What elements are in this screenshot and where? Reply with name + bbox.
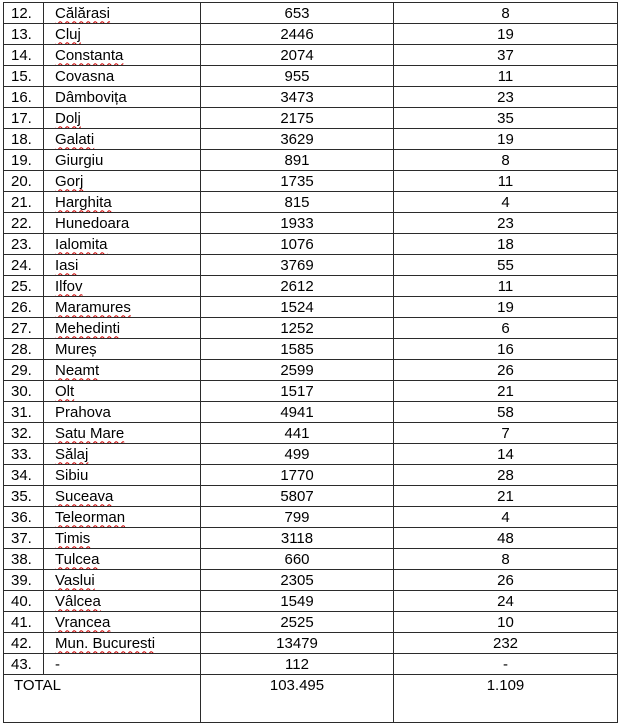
value1-cell bbox=[201, 486, 394, 507]
row-index-cell bbox=[4, 234, 44, 255]
value2-cell bbox=[394, 591, 618, 612]
county-name-cell-text: Satu Mare bbox=[55, 424, 125, 442]
value1-cell bbox=[201, 213, 394, 234]
value2-cell-text: 21 bbox=[497, 382, 514, 400]
value1-cell bbox=[201, 612, 394, 633]
value1-cell-text: 1524 bbox=[280, 298, 314, 316]
table-row bbox=[4, 87, 618, 108]
row-index-cell-text: 34. bbox=[11, 466, 32, 484]
county-name-cell-text: Prahova bbox=[55, 403, 111, 421]
table-row bbox=[4, 150, 618, 171]
row-index-cell-text: 41. bbox=[11, 613, 32, 631]
county-name-cell bbox=[44, 507, 201, 528]
value1-cell-text: 112 bbox=[285, 655, 309, 673]
row-index-cell-text: 30. bbox=[11, 382, 32, 400]
county-name-cell-text: Mun. Bucuresti bbox=[55, 634, 156, 652]
value1-cell bbox=[201, 3, 394, 24]
row-index-cell bbox=[4, 213, 44, 234]
value1-cell bbox=[201, 129, 394, 150]
county-name-cell-text: Mureș bbox=[55, 340, 97, 358]
county-name-cell-text: Mehedinti bbox=[55, 319, 121, 337]
value1-cell-text: 1585 bbox=[280, 340, 314, 358]
county-name-cell bbox=[44, 150, 201, 171]
value1-cell bbox=[201, 171, 394, 192]
county-name-cell-text: Tulcea bbox=[55, 550, 100, 568]
value2-cell bbox=[394, 213, 618, 234]
value2-cell bbox=[394, 234, 618, 255]
value1-cell bbox=[201, 465, 394, 486]
county-name-cell bbox=[44, 213, 201, 234]
table-row bbox=[4, 570, 618, 591]
row-index-cell bbox=[4, 297, 44, 318]
table-row bbox=[4, 507, 618, 528]
row-index-cell-text: 26. bbox=[11, 298, 32, 316]
county-name-cell bbox=[44, 171, 201, 192]
value1-cell bbox=[201, 591, 394, 612]
row-index-cell bbox=[4, 591, 44, 612]
row-index-cell bbox=[4, 507, 44, 528]
value1-cell bbox=[201, 507, 394, 528]
row-index-cell bbox=[4, 339, 44, 360]
row-index-cell bbox=[4, 192, 44, 213]
value2-cell-text: 8 bbox=[501, 151, 510, 169]
row-index-cell-text: 24. bbox=[11, 256, 32, 274]
value2-cell-text: 10 bbox=[497, 613, 514, 631]
table-row bbox=[4, 654, 618, 675]
total-label-cell-text: TOTAL bbox=[14, 677, 61, 694]
county-name-cell bbox=[44, 633, 201, 654]
value1-cell-text: 499 bbox=[284, 445, 310, 463]
county-name-cell bbox=[44, 297, 201, 318]
value2-cell-text: 58 bbox=[497, 403, 514, 421]
county-name-cell-text: Olt bbox=[55, 382, 75, 400]
row-index-cell bbox=[4, 171, 44, 192]
value2-cell bbox=[394, 318, 618, 339]
row-index-cell bbox=[4, 654, 44, 675]
value1-cell-text: 3769 bbox=[280, 256, 314, 274]
county-name-cell-text: Cluj bbox=[55, 25, 81, 43]
county-name-cell-text: Ialomita bbox=[55, 235, 108, 253]
table-row bbox=[4, 66, 618, 87]
value1-cell bbox=[201, 654, 394, 675]
county-name-cell-text: Sibiu bbox=[55, 466, 89, 484]
total-value1-cell-text: 103.495 bbox=[269, 677, 325, 694]
table-row bbox=[4, 591, 618, 612]
row-index-cell bbox=[4, 3, 44, 24]
county-name-cell-text: Timis bbox=[55, 529, 91, 547]
table-row bbox=[4, 255, 618, 276]
row-index-cell-text: 21. bbox=[11, 193, 32, 211]
county-name-cell bbox=[44, 108, 201, 129]
value2-cell-text: 11 bbox=[497, 172, 514, 190]
row-index-cell-text: 31. bbox=[11, 403, 32, 421]
value1-cell bbox=[201, 360, 394, 381]
row-index-cell-text: 18. bbox=[11, 130, 32, 148]
value2-cell bbox=[394, 150, 618, 171]
county-name-cell-text: Vaslui bbox=[55, 571, 95, 589]
county-name-cell bbox=[44, 402, 201, 423]
county-name-cell-text: Dolj bbox=[55, 109, 81, 127]
value2-cell-text: 21 bbox=[497, 487, 514, 505]
table-row bbox=[4, 3, 618, 24]
value2-cell-text: 24 bbox=[497, 592, 514, 610]
value1-cell-text: 4941 bbox=[280, 403, 314, 421]
row-index-cell-text: 16. bbox=[11, 88, 32, 106]
value1-cell bbox=[201, 339, 394, 360]
row-index-cell bbox=[4, 423, 44, 444]
value1-cell bbox=[201, 318, 394, 339]
value2-cell bbox=[394, 402, 618, 423]
value1-cell bbox=[201, 633, 394, 654]
value1-cell-text: 660 bbox=[284, 550, 310, 568]
county-name-cell bbox=[44, 66, 201, 87]
county-name-cell bbox=[44, 276, 201, 297]
county-name-cell bbox=[44, 339, 201, 360]
county-name-cell bbox=[44, 423, 201, 444]
value1-cell-text: 3118 bbox=[280, 529, 314, 547]
value1-cell-text: 1549 bbox=[280, 592, 314, 610]
county-name-cell bbox=[44, 465, 201, 486]
county-name-cell bbox=[44, 360, 201, 381]
value1-cell-text: 441 bbox=[284, 424, 310, 442]
row-index-cell bbox=[4, 402, 44, 423]
value1-cell bbox=[201, 423, 394, 444]
table-row bbox=[4, 549, 618, 570]
county-name-cell-text: - bbox=[55, 655, 60, 673]
row-index-cell-text: 37. bbox=[11, 529, 32, 547]
value2-cell-text: 14 bbox=[497, 445, 514, 463]
value1-cell bbox=[201, 297, 394, 318]
value1-cell bbox=[201, 444, 394, 465]
value2-cell-text: 8 bbox=[501, 550, 510, 568]
value2-cell-text: 19 bbox=[497, 298, 514, 316]
value2-cell-text: 26 bbox=[497, 571, 514, 589]
row-index-cell-text: 29. bbox=[11, 361, 32, 379]
value2-cell bbox=[394, 45, 618, 66]
table-row bbox=[4, 360, 618, 381]
county-name-cell-text: Vâlcea bbox=[55, 592, 101, 610]
table-row bbox=[4, 45, 618, 66]
value2-cell bbox=[394, 192, 618, 213]
row-index-cell bbox=[4, 570, 44, 591]
county-name-cell-text: Ilfov bbox=[55, 277, 83, 295]
county-name-cell bbox=[44, 381, 201, 402]
county-name-cell-text: Teleorman bbox=[55, 508, 126, 526]
table-row bbox=[4, 276, 618, 297]
county-name-cell-text: Dâmbovița bbox=[55, 88, 127, 106]
county-name-cell-text: Harghita bbox=[55, 193, 112, 211]
row-index-cell-text: 25. bbox=[11, 277, 32, 295]
county-name-cell-text: Covasna bbox=[55, 67, 115, 85]
county-name-cell-text: Maramures bbox=[55, 298, 131, 316]
value2-cell bbox=[394, 633, 618, 654]
value1-cell-text: 2305 bbox=[280, 571, 314, 589]
row-index-cell bbox=[4, 66, 44, 87]
value1-cell-text: 1735 bbox=[280, 172, 314, 190]
value2-cell bbox=[394, 255, 618, 276]
value2-cell bbox=[394, 549, 618, 570]
value1-cell bbox=[201, 45, 394, 66]
row-index-cell-text: 32. bbox=[11, 424, 32, 442]
value2-cell-text: 48 bbox=[497, 529, 514, 547]
table-row bbox=[4, 486, 618, 507]
county-statistics-table bbox=[3, 2, 618, 723]
county-name-cell-text: Constanta bbox=[55, 46, 124, 64]
value1-cell bbox=[201, 570, 394, 591]
value2-cell bbox=[394, 108, 618, 129]
value1-cell-text: 653 bbox=[284, 4, 310, 22]
row-index-cell bbox=[4, 276, 44, 297]
row-index-cell bbox=[4, 24, 44, 45]
row-index-cell-text: 20. bbox=[11, 172, 32, 190]
value2-cell bbox=[394, 360, 618, 381]
table-row bbox=[4, 192, 618, 213]
value1-cell bbox=[201, 150, 394, 171]
value2-cell bbox=[394, 66, 618, 87]
county-name-cell bbox=[44, 591, 201, 612]
table-row bbox=[4, 24, 618, 45]
row-index-cell bbox=[4, 360, 44, 381]
value2-cell bbox=[394, 87, 618, 108]
value2-cell-text: 28 bbox=[497, 466, 514, 484]
value1-cell-text: 815 bbox=[284, 193, 310, 211]
row-index-cell bbox=[4, 108, 44, 129]
table-row bbox=[4, 171, 618, 192]
value1-cell-text: 2599 bbox=[280, 361, 314, 379]
table-row bbox=[4, 381, 618, 402]
county-name-cell-text: Galati bbox=[55, 130, 95, 148]
value2-cell bbox=[394, 507, 618, 528]
county-name-cell-text: Giurgiu bbox=[55, 151, 104, 169]
value1-cell bbox=[201, 66, 394, 87]
value2-cell-text: 6 bbox=[501, 319, 510, 337]
county-name-cell bbox=[44, 45, 201, 66]
value1-cell-text: 2612 bbox=[280, 277, 314, 295]
value2-cell bbox=[394, 276, 618, 297]
county-name-cell-text: Iasi bbox=[55, 256, 79, 274]
county-name-cell bbox=[44, 528, 201, 549]
county-name-cell bbox=[44, 654, 201, 675]
value1-cell-text: 891 bbox=[284, 151, 310, 169]
value2-cell-text: 4 bbox=[501, 193, 510, 211]
table-row bbox=[4, 129, 618, 150]
value1-cell bbox=[201, 381, 394, 402]
value2-cell-text: 11 bbox=[497, 67, 514, 85]
county-name-cell-text: Sălaj bbox=[55, 445, 89, 463]
row-index-cell-text: 33. bbox=[11, 445, 32, 463]
row-index-cell-text: 38. bbox=[11, 550, 32, 568]
value1-cell bbox=[201, 276, 394, 297]
value2-cell bbox=[394, 423, 618, 444]
value1-cell bbox=[201, 549, 394, 570]
value2-cell-text: 23 bbox=[497, 214, 514, 232]
table-body bbox=[4, 3, 618, 723]
county-name-cell-text: Neamt bbox=[55, 361, 100, 379]
value1-cell-text: 5807 bbox=[280, 487, 314, 505]
row-index-cell bbox=[4, 549, 44, 570]
row-index-cell-text: 42. bbox=[11, 634, 32, 652]
county-name-cell bbox=[44, 129, 201, 150]
row-index-cell-text: 15. bbox=[11, 67, 32, 85]
row-index-cell-text: 40. bbox=[11, 592, 32, 610]
row-index-cell bbox=[4, 444, 44, 465]
county-name-cell-text: Gorj bbox=[55, 172, 84, 190]
value1-cell bbox=[201, 528, 394, 549]
value2-cell-text: 8 bbox=[501, 4, 510, 22]
table-row bbox=[4, 444, 618, 465]
row-index-cell bbox=[4, 318, 44, 339]
value2-cell bbox=[394, 24, 618, 45]
value1-cell-text: 3629 bbox=[280, 130, 314, 148]
table-row bbox=[4, 465, 618, 486]
county-name-cell bbox=[44, 612, 201, 633]
value2-cell bbox=[394, 297, 618, 318]
value2-cell-text: 16 bbox=[497, 340, 514, 358]
value2-cell-text: 23 bbox=[497, 88, 514, 106]
row-index-cell-text: 23. bbox=[11, 235, 32, 253]
row-index-cell-text: 28. bbox=[11, 340, 32, 358]
value2-cell-text: 19 bbox=[497, 25, 514, 43]
row-index-cell bbox=[4, 150, 44, 171]
value2-cell-text: 18 bbox=[497, 235, 514, 253]
table-row bbox=[4, 318, 618, 339]
row-index-cell-text: 22. bbox=[11, 214, 32, 232]
county-name-cell bbox=[44, 234, 201, 255]
value2-cell bbox=[394, 570, 618, 591]
row-index-cell bbox=[4, 87, 44, 108]
value1-cell-text: 3473 bbox=[280, 88, 314, 106]
value2-cell bbox=[394, 612, 618, 633]
value1-cell-text: 799 bbox=[284, 508, 310, 526]
value2-cell-text: - bbox=[503, 655, 508, 673]
row-index-cell-text: 43. bbox=[11, 655, 32, 673]
table-row bbox=[4, 297, 618, 318]
value2-cell-text: 55 bbox=[497, 256, 514, 274]
value1-cell-text: 1252 bbox=[280, 319, 314, 337]
row-index-cell-text: 39. bbox=[11, 571, 32, 589]
total-value2-cell-text: 1.109 bbox=[486, 677, 525, 694]
value1-cell-text: 2525 bbox=[280, 613, 314, 631]
total-label-cell bbox=[4, 675, 201, 723]
table-row bbox=[4, 423, 618, 444]
value1-cell bbox=[201, 255, 394, 276]
value1-cell-text: 2074 bbox=[280, 46, 314, 64]
row-index-cell-text: 19. bbox=[11, 151, 32, 169]
value2-cell bbox=[394, 3, 618, 24]
row-index-cell bbox=[4, 45, 44, 66]
value1-cell-text: 1933 bbox=[280, 214, 314, 232]
value2-cell bbox=[394, 381, 618, 402]
value2-cell-text: 4 bbox=[501, 508, 510, 526]
value1-cell-text: 13479 bbox=[276, 634, 318, 652]
value1-cell-text: 1517 bbox=[280, 382, 314, 400]
row-index-cell bbox=[4, 465, 44, 486]
row-index-cell-text: 12. bbox=[11, 4, 32, 22]
value2-cell bbox=[394, 171, 618, 192]
value2-cell bbox=[394, 444, 618, 465]
value1-cell-text: 1076 bbox=[280, 235, 314, 253]
county-name-cell-text: Suceava bbox=[55, 487, 114, 505]
value2-cell-text: 35 bbox=[497, 109, 514, 127]
table-row bbox=[4, 633, 618, 654]
total-value2-cell bbox=[394, 675, 618, 723]
county-name-cell-text: Călărasi bbox=[55, 4, 111, 22]
row-index-cell-text: 17. bbox=[11, 109, 32, 127]
table-row bbox=[4, 108, 618, 129]
county-name-cell bbox=[44, 192, 201, 213]
total-value1-cell bbox=[201, 675, 394, 723]
county-name-cell bbox=[44, 444, 201, 465]
value2-cell bbox=[394, 339, 618, 360]
county-name-cell-text: Vrancea bbox=[55, 613, 111, 631]
value2-cell bbox=[394, 528, 618, 549]
value2-cell-text: 19 bbox=[497, 130, 514, 148]
county-name-cell bbox=[44, 318, 201, 339]
row-index-cell-text: 35. bbox=[11, 487, 32, 505]
value2-cell-text: 26 bbox=[497, 361, 514, 379]
value1-cell bbox=[201, 87, 394, 108]
county-name-cell bbox=[44, 87, 201, 108]
row-index-cell-text: 14. bbox=[11, 46, 32, 64]
value1-cell-text: 2175 bbox=[280, 109, 314, 127]
row-index-cell-text: 36. bbox=[11, 508, 32, 526]
value2-cell bbox=[394, 486, 618, 507]
value2-cell bbox=[394, 129, 618, 150]
row-index-cell bbox=[4, 381, 44, 402]
county-name-cell bbox=[44, 549, 201, 570]
row-index-cell-text: 13. bbox=[11, 25, 32, 43]
county-name-cell bbox=[44, 3, 201, 24]
row-index-cell bbox=[4, 633, 44, 654]
county-name-cell-text: Hunedoara bbox=[55, 214, 130, 232]
table-row bbox=[4, 213, 618, 234]
county-name-cell bbox=[44, 570, 201, 591]
row-index-cell bbox=[4, 528, 44, 549]
value1-cell bbox=[201, 24, 394, 45]
row-index-cell bbox=[4, 486, 44, 507]
county-name-cell bbox=[44, 486, 201, 507]
county-name-cell bbox=[44, 24, 201, 45]
value2-cell bbox=[394, 654, 618, 675]
value1-cell-text: 1770 bbox=[280, 466, 314, 484]
value1-cell bbox=[201, 108, 394, 129]
total-row bbox=[4, 675, 618, 723]
table-row bbox=[4, 612, 618, 633]
value1-cell bbox=[201, 234, 394, 255]
table-row bbox=[4, 402, 618, 423]
table-row bbox=[4, 339, 618, 360]
row-index-cell bbox=[4, 612, 44, 633]
value2-cell-text: 37 bbox=[497, 46, 514, 64]
value1-cell bbox=[201, 402, 394, 423]
value1-cell bbox=[201, 192, 394, 213]
value1-cell-text: 2446 bbox=[280, 25, 314, 43]
table-row bbox=[4, 528, 618, 549]
value2-cell-text: 7 bbox=[501, 424, 510, 442]
value2-cell bbox=[394, 465, 618, 486]
table-row bbox=[4, 234, 618, 255]
value1-cell-text: 955 bbox=[284, 67, 310, 85]
value2-cell-text: 232 bbox=[492, 634, 519, 652]
row-index-cell bbox=[4, 255, 44, 276]
value2-cell-text: 11 bbox=[497, 277, 514, 295]
county-name-cell bbox=[44, 255, 201, 276]
row-index-cell bbox=[4, 129, 44, 150]
row-index-cell-text: 27. bbox=[11, 319, 32, 337]
